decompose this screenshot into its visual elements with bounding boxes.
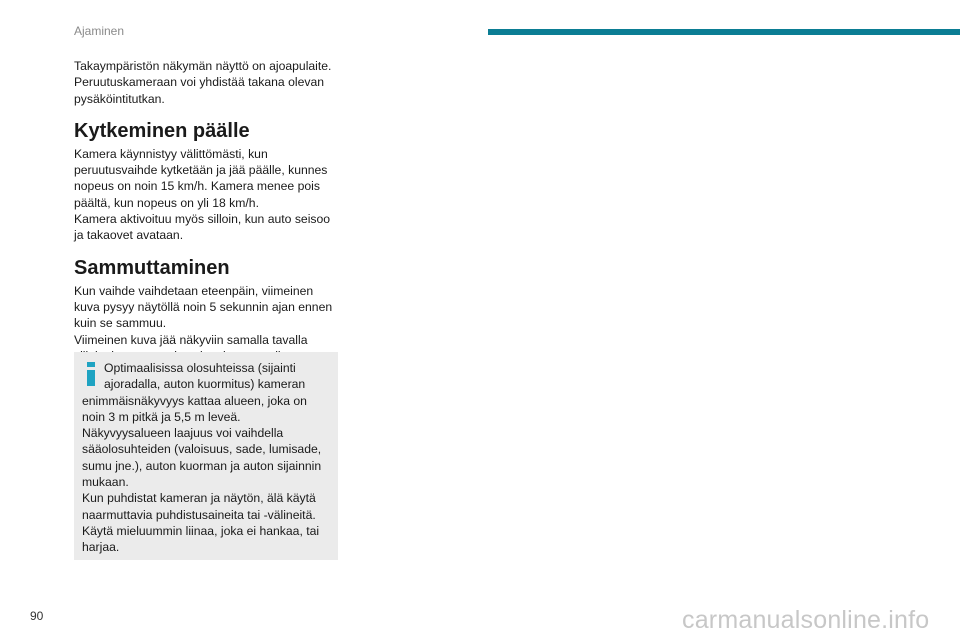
section-heading-switch-off: Sammuttaminen	[74, 256, 230, 279]
watermark: carmanualsonline.info	[682, 606, 930, 634]
intro-line: Peruutuskameraan voi yhdistää takana olevan	[74, 75, 324, 90]
body-line: Kamera käynnistyy välittömästi, kun	[74, 146, 268, 161]
note-line: harjaa.	[82, 540, 120, 555]
note-line: naarmuttavia puhdistusaineita tai -välineitä.	[82, 507, 316, 522]
intro-line: pysäköintitutkan.	[74, 91, 165, 106]
note-line: Optimaalisissa olosuhteissa (sijainti	[104, 361, 296, 375]
note-line: mukaan.	[82, 475, 129, 490]
note-line: Kun puhdistat kameran ja näytön, älä käytä	[82, 491, 316, 506]
body-line: päältä, kun nopeus on yli 18 km/h.	[74, 195, 259, 210]
accent-bar	[488, 29, 960, 35]
note-line: sääolosuhteiden (valoisuus, sade, lumisade,	[82, 442, 322, 457]
main-column	[74, 58, 342, 364]
info-note-box	[74, 352, 338, 560]
section-heading-switch-on: Kytkeminen päälle	[74, 119, 250, 142]
section-header: Ajaminen	[74, 24, 125, 38]
body-line: peruutusvaihde kytketään ja jää päälle, kunnes	[74, 163, 328, 178]
note-line: sumu jne.), auton kuorman ja auton sijainnin	[82, 458, 322, 473]
body-line: ja takaovet avataan.	[74, 228, 184, 243]
page-number: 90	[30, 609, 44, 623]
body-line: Kamera aktivoituu myös silloin, kun auto seisoo	[74, 212, 331, 227]
note-line: Näkyvyysalueen laajuus voi vaihdella	[82, 426, 284, 441]
note-line: noin 3 m pitkä ja 5,5 m leveä.	[82, 409, 241, 424]
body-line: kuva pysyy näytöllä noin 5 sekunnin ajan ennen	[74, 299, 333, 314]
body-line: kuin se sammuu.	[74, 316, 167, 331]
body-line: nopeus on noin 15 km/h. Kamera menee pois	[74, 179, 320, 194]
body-line: Kun vaihde vaihdetaan eteenpäin, viimeinen	[74, 283, 314, 298]
note-text	[82, 360, 334, 556]
switch-on-paragraph	[74, 146, 342, 244]
note-line: enimmäisnäkyvyys kattaa alueen, joka on	[82, 393, 307, 408]
note-line: Käytä mieluummin liinaa, joka ei hankaa, tai	[82, 523, 320, 538]
body-line: Viimeinen kuva jää näkyviin samalla tavalla	[74, 332, 308, 347]
note-line: ajoradalla, auton kuormitus) kameran	[104, 377, 306, 392]
intro-line: Takaympäristön näkymän näyttö on ajoapulaite.	[74, 59, 332, 73]
intro-paragraph	[74, 58, 342, 107]
